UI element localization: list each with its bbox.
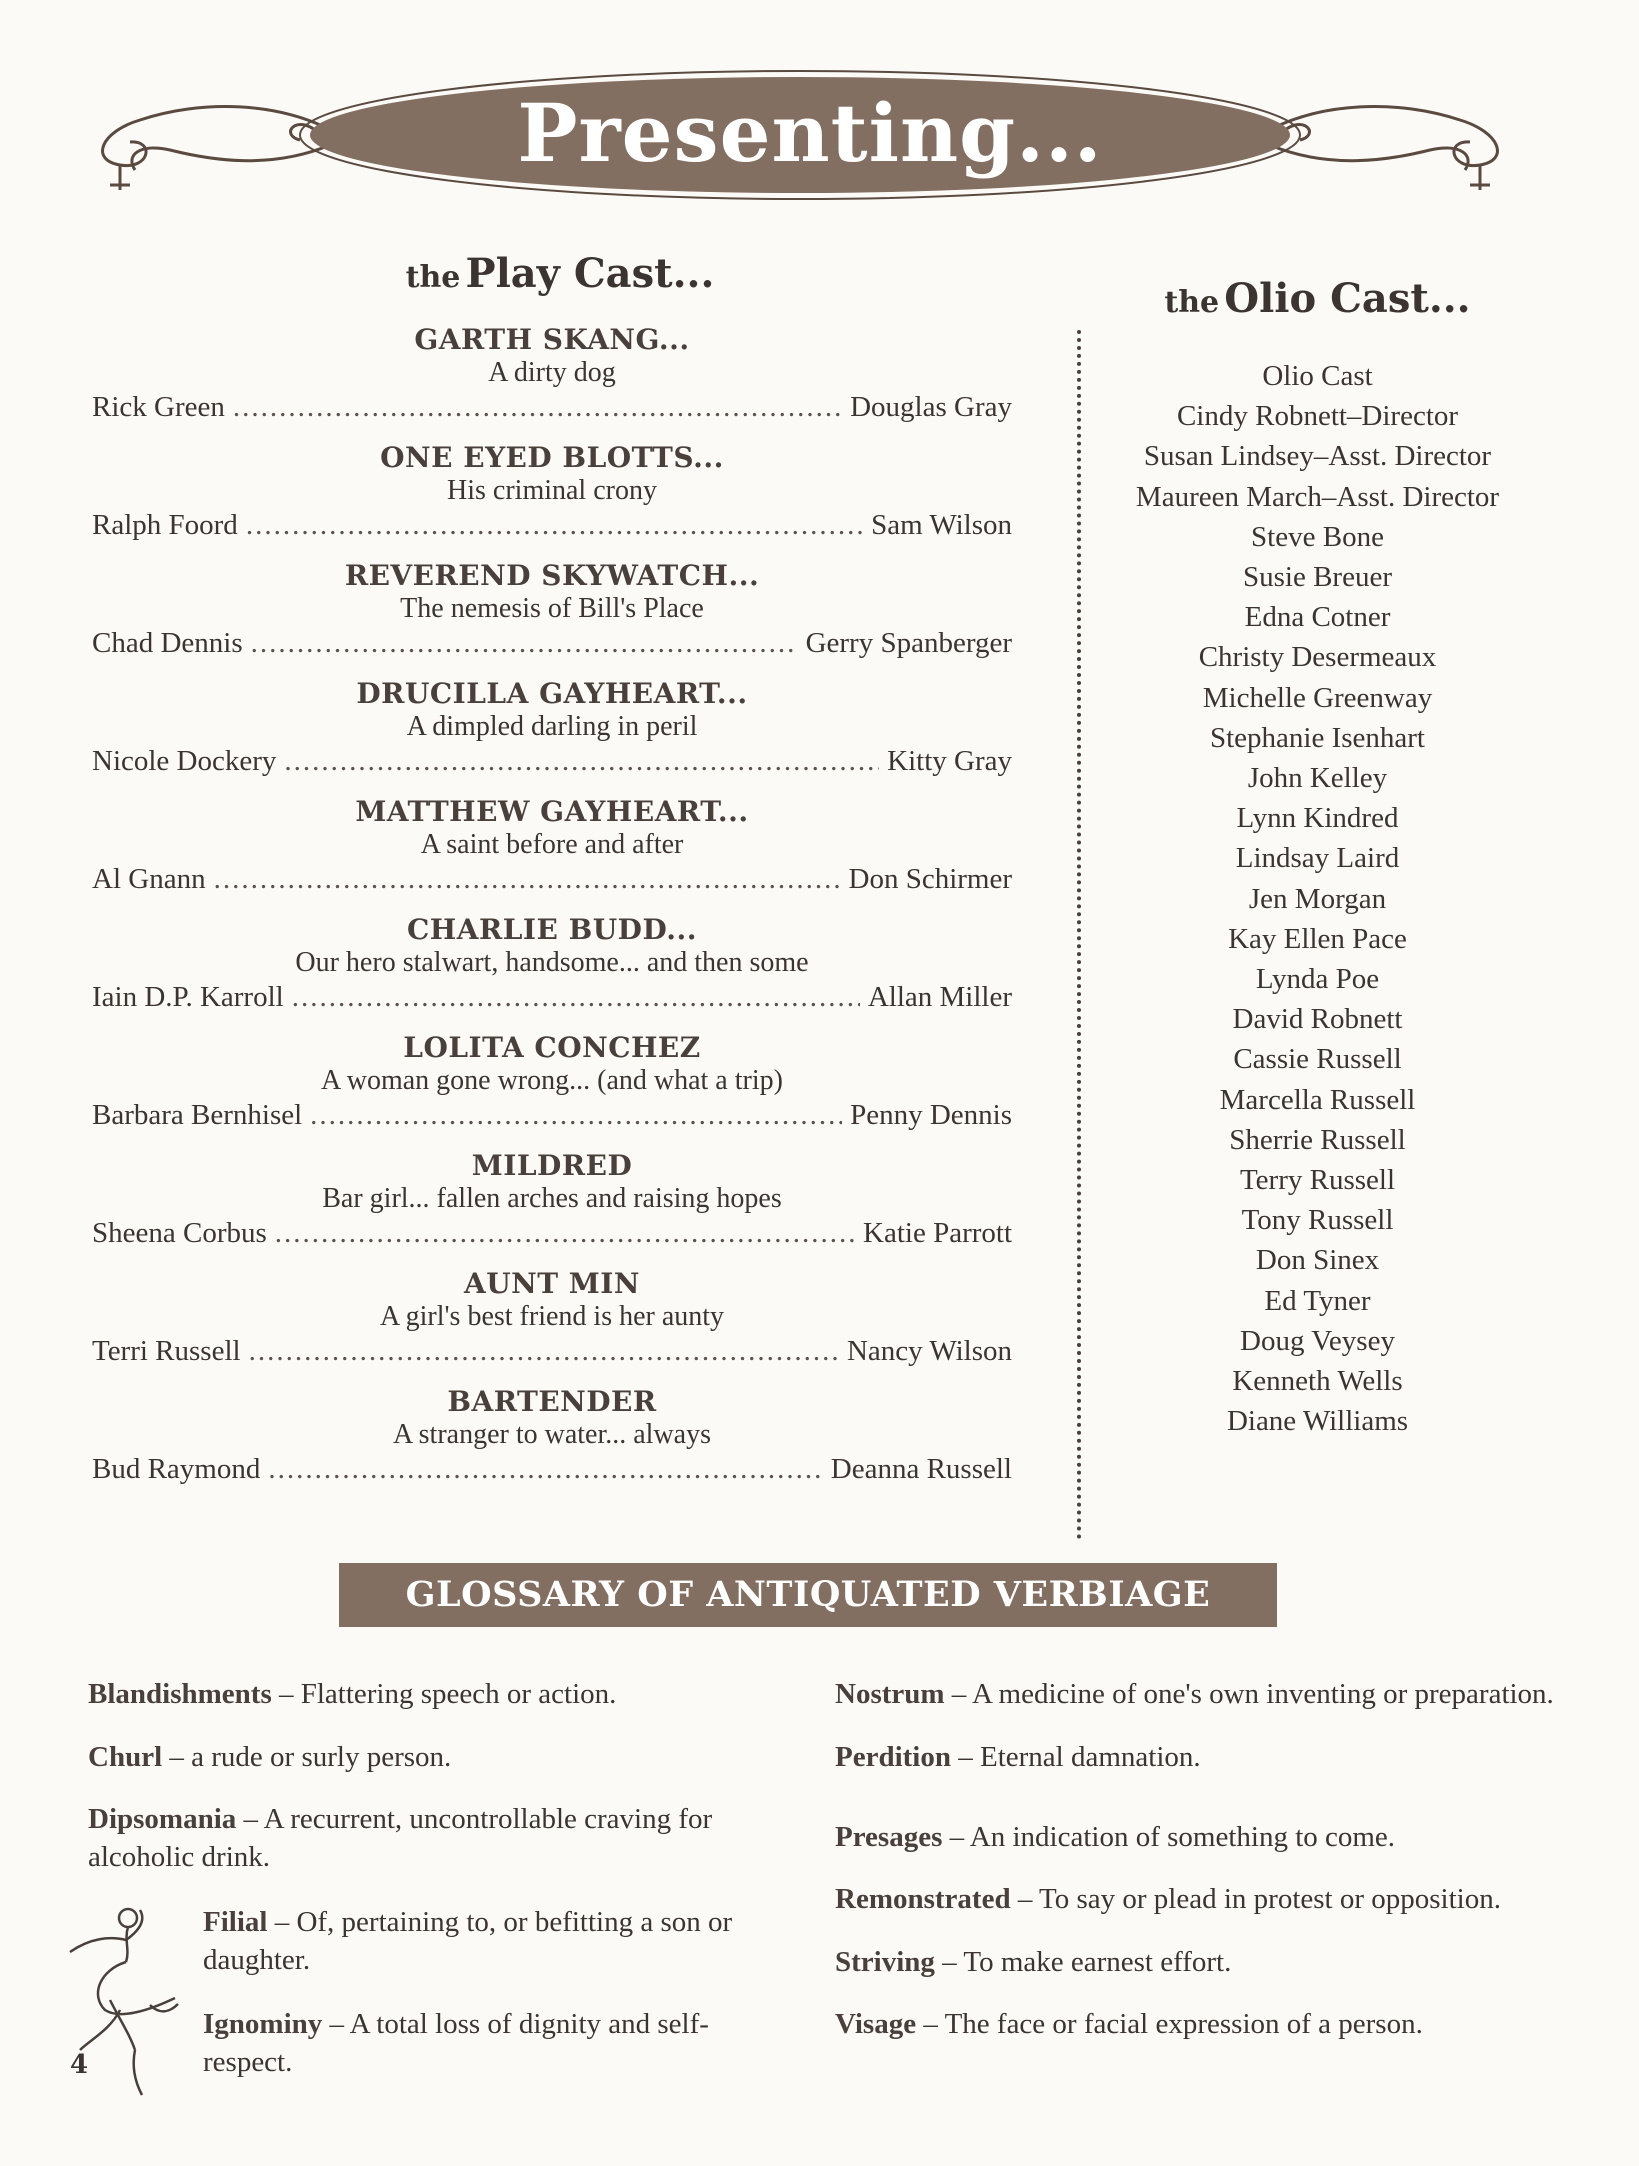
olio-cast-list [1095, 356, 1540, 1441]
olio-cast-member: Don Sinex [1255, 1244, 1380, 1277]
play-cast-heading-title: Play Cast... [465, 250, 715, 297]
actor-alternate: Don Schirmer [848, 863, 1012, 895]
actor-primary: Iain D.P. Karroll [92, 981, 284, 1013]
glossary-term: Striving [835, 1946, 935, 1978]
glossary-entry [88, 1800, 788, 1876]
actor-primary: Chad Dennis [92, 627, 243, 659]
glossary-term: Presages [835, 1821, 943, 1853]
glossary-definition: – A medicine of one's own inventing or preparation. [944, 1678, 1554, 1710]
role-description: A girl's best friend is her aunty [379, 1301, 725, 1332]
glossary-term: Dipsomania [88, 1803, 237, 1835]
glossary-entry [835, 1738, 1625, 1776]
role-description: A woman gone wrong... (and what a trip) [321, 1065, 783, 1096]
olio-cast-member: Tony Russell [1241, 1204, 1394, 1237]
olio-cast-member: Olio Cast [1262, 360, 1373, 392]
actor-pair [92, 1215, 1012, 1251]
dot-leader [249, 1333, 839, 1369]
cast-role-entry [92, 1031, 1012, 1133]
role-name: ONE EYED BLOTTS... [380, 441, 724, 474]
actor-alternate: Nancy Wilson [846, 1335, 1012, 1367]
olio-cast-member: Kay Ellen Pace [1228, 922, 1407, 955]
page-title: Presenting... [517, 86, 1103, 180]
cast-role-entry [92, 1385, 1012, 1487]
olio-cast-member: Michelle Greenway [1202, 681, 1433, 714]
glossary-definition: – a rude or surly person. [162, 1741, 452, 1773]
olio-cast-member: Marcella Russell [1219, 1083, 1416, 1116]
role-name: LOLITA CONCHEZ [403, 1031, 701, 1064]
actor-primary: Bud Raymond [92, 1453, 261, 1485]
play-cast-heading-prefix: the [405, 260, 461, 295]
role-description: Bar girl... fallen arches and raising hopes [322, 1183, 782, 1214]
actor-pair [92, 861, 1012, 897]
glossary-title: GLOSSARY OF ANTIQUATED VERBIAGE [339, 1563, 1277, 1627]
glossary-term: Remonstrated [835, 1883, 1011, 1915]
glossary-definition: – Of, pertaining to, or befitting a son or daughter. [203, 1906, 733, 1976]
actor-primary: Rick Green [92, 391, 225, 423]
olio-cast-member: Diane Williams [1226, 1405, 1409, 1438]
glossary-entry [88, 1738, 788, 1776]
glossary-definition: – An indication of something to come. [942, 1821, 1396, 1853]
olio-cast-member: Stephanie Isenhart [1209, 721, 1425, 754]
actor-alternate: Gerry Spanberger [805, 627, 1012, 659]
cast-role-entry [92, 677, 1012, 779]
glossary-definition: – To make earnest effort. [934, 1946, 1232, 1978]
actor-pair [92, 1333, 1012, 1369]
glossary-definition: – To say or plead in protest or opposition. [1010, 1883, 1501, 1915]
actor-alternate: Sam Wilson [871, 509, 1012, 541]
olio-cast-member: Ed Tyner [1264, 1284, 1371, 1317]
cast-role-entry [92, 1149, 1012, 1251]
glossary-definition: – Flattering speech or action. [271, 1678, 617, 1710]
dot-leader [310, 1097, 842, 1133]
glossary-entry [203, 2005, 793, 2081]
olio-cast-member: John Kelley [1247, 762, 1388, 795]
glossary-entry [203, 1903, 793, 1979]
glossary-term: Ignominy [203, 2008, 323, 2040]
dot-leader [284, 743, 879, 779]
role-name: GARTH SKANG... [414, 323, 690, 356]
glossary-definition: – A recurrent, uncontrollable craving for alcoholic drink. [88, 1803, 713, 1873]
olio-cast-member: Steve Bone [1251, 520, 1384, 553]
play-cast-list [92, 323, 1012, 1503]
actor-alternate: Deanna Russell [830, 1453, 1012, 1485]
olio-cast-member: Susie Breuer [1243, 561, 1392, 594]
dot-leader [233, 389, 842, 425]
actor-pair [92, 389, 1012, 425]
actor-pair [92, 625, 1012, 661]
role-description: A dimpled darling in peril [406, 711, 698, 742]
page-number: 4 [70, 2050, 89, 2080]
olio-cast-member: Cindy Robnett–Director [1176, 400, 1459, 433]
role-name: REVEREND SKYWATCH... [344, 559, 760, 592]
olio-cast-heading-title: Olio Cast... [1224, 275, 1471, 322]
role-name: DRUCILLA GAYHEART... [356, 677, 748, 710]
actor-alternate: Penny Dennis [850, 1099, 1012, 1131]
olio-cast-member: Edna Cotner [1244, 601, 1391, 634]
olio-cast-member: Christy Desermeaux [1198, 641, 1437, 674]
glossary-term: Filial [203, 1906, 268, 1938]
dot-leader [292, 979, 860, 1015]
olio-cast-member: Susan Lindsey–Asst. Director [1143, 440, 1492, 473]
dot-leader [268, 1451, 822, 1487]
actor-primary: Terri Russell [92, 1335, 241, 1367]
actor-primary: Al Gnann [92, 863, 206, 895]
olio-cast-member: Lynn Kindred [1236, 802, 1399, 835]
cast-role-entry [92, 795, 1012, 897]
role-description: A dirty dog [488, 357, 616, 388]
role-description: Our hero stalwart, handsome... and then some [295, 947, 809, 978]
actor-pair [92, 1097, 1012, 1133]
dot-leader [214, 861, 841, 897]
olio-cast-member: Terry Russell [1239, 1164, 1396, 1197]
olio-cast-member: Lindsay Laird [1235, 842, 1400, 875]
cast-role-entry [92, 1267, 1012, 1369]
cast-role-entry [92, 441, 1012, 543]
role-name: MATTHEW GAYHEART... [355, 795, 749, 828]
actor-pair [92, 1451, 1012, 1487]
olio-cast-member: Maureen March–Asst. Director [1135, 480, 1500, 513]
olio-cast-member: Cassie Russell [1233, 1043, 1402, 1076]
actor-primary: Ralph Foord [92, 509, 238, 541]
role-description: His criminal crony [447, 475, 657, 506]
role-description: The nemesis of Bill's Place [400, 593, 704, 624]
dot-leader [275, 1215, 855, 1251]
glossary-definition: – A total loss of dignity and self-respect. [203, 2008, 709, 2078]
glossary-term: Churl [88, 1741, 163, 1773]
actor-alternate: Allan Miller [867, 981, 1012, 1013]
actor-pair [92, 979, 1012, 1015]
glossary-definition: – Eternal damnation. [951, 1741, 1201, 1773]
actor-primary: Barbara Bernhisel [92, 1099, 303, 1131]
glossary-entry [835, 1880, 1625, 1918]
olio-cast-heading [1095, 275, 1540, 322]
role-name: BARTENDER [447, 1385, 657, 1418]
dot-leader [246, 507, 863, 543]
cast-role-entry [92, 913, 1012, 1015]
column-divider [1077, 330, 1081, 1540]
olio-cast-member: Doug Veysey [1240, 1324, 1395, 1357]
actor-pair [92, 507, 1012, 543]
role-name: AUNT MIN [463, 1267, 640, 1300]
role-description: A stranger to water... always [392, 1419, 712, 1450]
actor-primary: Nicole Dockery [92, 745, 277, 777]
glossary-term: Visage [835, 2008, 917, 2040]
actor-alternate: Katie Parrott [863, 1217, 1012, 1249]
glossary-entry [835, 1818, 1625, 1856]
actor-alternate: Douglas Gray [850, 391, 1012, 423]
role-description: A saint before and after [420, 829, 684, 860]
glossary-term: Perdition [835, 1741, 951, 1773]
role-name: CHARLIE BUDD... [406, 913, 697, 946]
role-name: MILDRED [471, 1149, 633, 1182]
actor-alternate: Kitty Gray [887, 745, 1012, 777]
olio-cast-member: Sherrie Russell [1229, 1123, 1406, 1156]
actor-pair [92, 743, 1012, 779]
dot-leader [251, 625, 798, 661]
olio-cast-member: Jen Morgan [1248, 882, 1387, 915]
olio-cast-heading-prefix: the [1164, 285, 1220, 320]
glossary-term: Nostrum [835, 1678, 945, 1710]
play-cast-heading [300, 250, 820, 297]
glossary-definition: – The face or facial expression of a person. [916, 2008, 1423, 2040]
cast-role-entry [92, 559, 1012, 661]
glossary-entry [835, 2005, 1625, 2043]
glossary-entry [835, 1675, 1625, 1713]
olio-cast-member: Kenneth Wells [1232, 1365, 1403, 1398]
olio-cast-member: Lynda Poe [1255, 963, 1380, 996]
glossary-term: Blandishments [88, 1678, 272, 1710]
glossary-entry [88, 1675, 788, 1713]
olio-cast-member: David Robnett [1232, 1003, 1403, 1036]
glossary-entry [835, 1943, 1625, 1981]
cast-role-entry [92, 323, 1012, 425]
actor-primary: Sheena Corbus [92, 1217, 267, 1249]
